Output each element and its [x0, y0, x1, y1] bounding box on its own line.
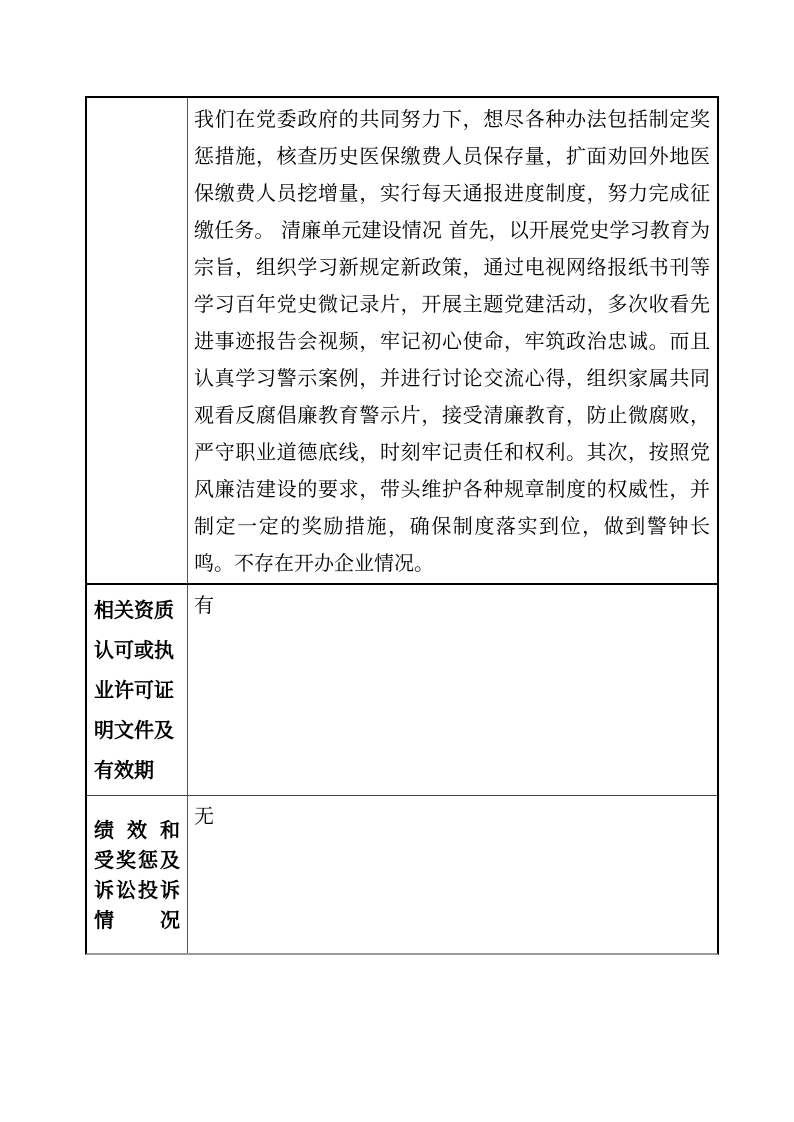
header-line: 绩 效 和 [94, 817, 180, 842]
header-line: 诉 讼 投 诉 [94, 877, 180, 902]
header-line: 有效期 [94, 758, 154, 782]
header-line: 认可或执 [94, 638, 174, 662]
performance-value-cell [188, 796, 717, 953]
performance-value: 无 [194, 804, 214, 828]
performance-header-cell [87, 796, 188, 953]
header-line: 明文件及 [94, 718, 174, 742]
qualification-value: 有 [194, 593, 214, 617]
qualification-header-cell [87, 585, 188, 796]
info-table [85, 96, 719, 955]
header-line: 相关资质 [94, 598, 174, 622]
header-line: 业许可证 [94, 678, 174, 702]
summary-content-cell [188, 98, 717, 585]
qualification-value-cell [188, 585, 717, 796]
header-line: 受 奖 惩 及 [94, 847, 180, 872]
header-line: 情 况 [94, 907, 180, 932]
party-building-summary-paragraph: 我们在党委政府的共同努力下，想尽各种办法包括制定奖惩措施，核查历史医保缴费人员保存量，扩面劝回外地医保缴费人员挖增量，实行每天通报进度制度，努力完成征缴任务。 清廉单元建设情况 首先，以开展党史学习教育为宗旨，组织学习新规定新政策，通过电视网络报纸书刊等学习百年党史微记录片，开展主题党建活动，多次收看先进事迹报告会视频，牢记初心使命，牢筑政治忠诚。而且认真学习警示案例，并进行讨论交流心得，组织家属共同观看反腐倡廉教育警示片，接受清廉教育，防止微腐败，严守职业道德底线，时刻牢记责任和权利。其次，按照党风廉洁建设的要求，带头维护各种规章制度的权威性，并制定一定的奖励措施，确保制度落实到位，做到警钟长鸣。不存在开办企业情况。 [194, 107, 710, 575]
empty-header-cell [87, 98, 188, 585]
